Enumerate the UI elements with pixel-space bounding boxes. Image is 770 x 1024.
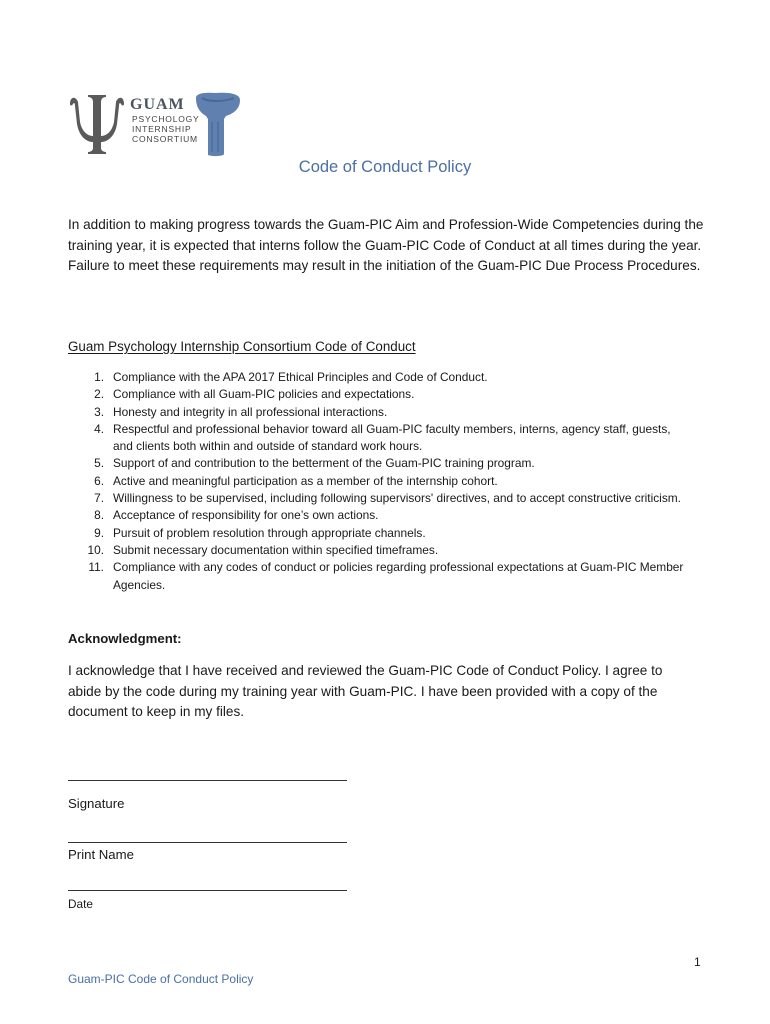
list-item-text: Pursuit of problem resolution through appropriate channels. — [113, 525, 426, 540]
psi-symbol-icon — [66, 92, 128, 156]
list-item — [68, 404, 688, 421]
list-item-text: Compliance with any codes of conduct or policies regarding professional expectations at Guam-PIC Member Agencies. — [113, 560, 684, 592]
list-item-number: 2. — [94, 387, 104, 402]
list-item-text: Active and meaningful participation as a member of the internship cohort. — [113, 473, 498, 488]
list-item-number: 3. — [94, 404, 104, 419]
print-name-label: Print Name — [68, 847, 134, 862]
acknowledgment-heading: Acknowledgment: — [68, 631, 182, 646]
signature-line[interactable] — [68, 780, 347, 781]
list-item — [68, 559, 688, 594]
list-item-text: Acceptance of responsibility for one’s own actions. — [113, 508, 379, 523]
list-item — [68, 455, 688, 472]
list-item — [68, 542, 688, 559]
code-of-conduct-heading: Guam Psychology Internship Consortium Code of Conduct — [68, 339, 416, 354]
print-name-line[interactable] — [68, 842, 347, 843]
list-item — [68, 507, 688, 524]
list-item-number: 4. — [94, 421, 104, 436]
list-item-text: Submit necessary documentation within specified timeframes. — [113, 542, 439, 557]
list-item-number: 1. — [94, 370, 104, 384]
page-title: Code of Conduct Policy — [298, 158, 472, 176]
list-item-number: 9. — [94, 525, 104, 540]
list-item-text: Compliance with all Guam-PIC policies and expectations. — [113, 387, 415, 402]
logo-word: GUAM — [130, 96, 185, 113]
code-of-conduct-list — [68, 369, 688, 594]
date-line[interactable] — [68, 890, 347, 891]
page-number: 1 — [694, 955, 701, 969]
list-item — [68, 525, 688, 542]
list-item-number: 10. — [87, 542, 104, 557]
logo-text — [130, 96, 200, 144]
list-item-text: Compliance with the APA 2017 Ethical Principles and Code of Conduct. — [113, 370, 488, 384]
list-item-text: Respectful and professional behavior toward all Guam-PIC faculty members, interns, agency staff, guests, and clients both within and outside of standard work hours. — [113, 421, 671, 454]
list-item-number: 6. — [94, 473, 104, 488]
list-item — [68, 473, 688, 490]
list-item-text: Support of and contribution to the betterment of the Guam-PIC training program. — [113, 456, 535, 471]
list-item-number: 5. — [94, 456, 104, 471]
logo-line-2: INTERNSHIP — [132, 124, 192, 134]
list-item-text: Honesty and integrity in all professional interactions. — [113, 404, 388, 419]
list-item-text: Willingness to be supervised, including following supervisors' directives, and to accept constructive criticism. — [113, 491, 681, 506]
latte-stone-icon — [194, 92, 242, 158]
list-item — [68, 490, 688, 507]
consortium-logo — [66, 92, 246, 158]
list-item — [68, 421, 688, 456]
list-item — [68, 369, 688, 386]
acknowledgment-text: I acknowledge that I have received and reviewed the Guam-PIC Code of Conduct Policy. I agree to abide by the code during my training year with Guam-PIC. I have been provided with a copy of the document to keep in my files. — [68, 663, 663, 719]
logo-line-1: PSYCHOLOGY — [132, 114, 200, 124]
list-item-number: 7. — [94, 491, 104, 506]
list-item-number: 11. — [88, 560, 104, 575]
logo-line-3: CONSORTIUM — [132, 134, 198, 144]
list-item — [68, 386, 688, 403]
intro-paragraph: In addition to making progress towards the Guam-PIC Aim and Profession-Wide Competencies during the training year, it is expected that interns follow the Guam-PIC Code of Conduct at all times during the year. Failure to meet these requirements may result in the initiation of the Guam-PIC Due Process Procedures. — [68, 217, 704, 273]
signature-label: Signature — [68, 796, 125, 811]
footer-text: Guam-PIC Code of Conduct Policy — [68, 972, 254, 986]
list-item-number: 8. — [94, 508, 104, 523]
date-label: Date — [68, 897, 93, 911]
